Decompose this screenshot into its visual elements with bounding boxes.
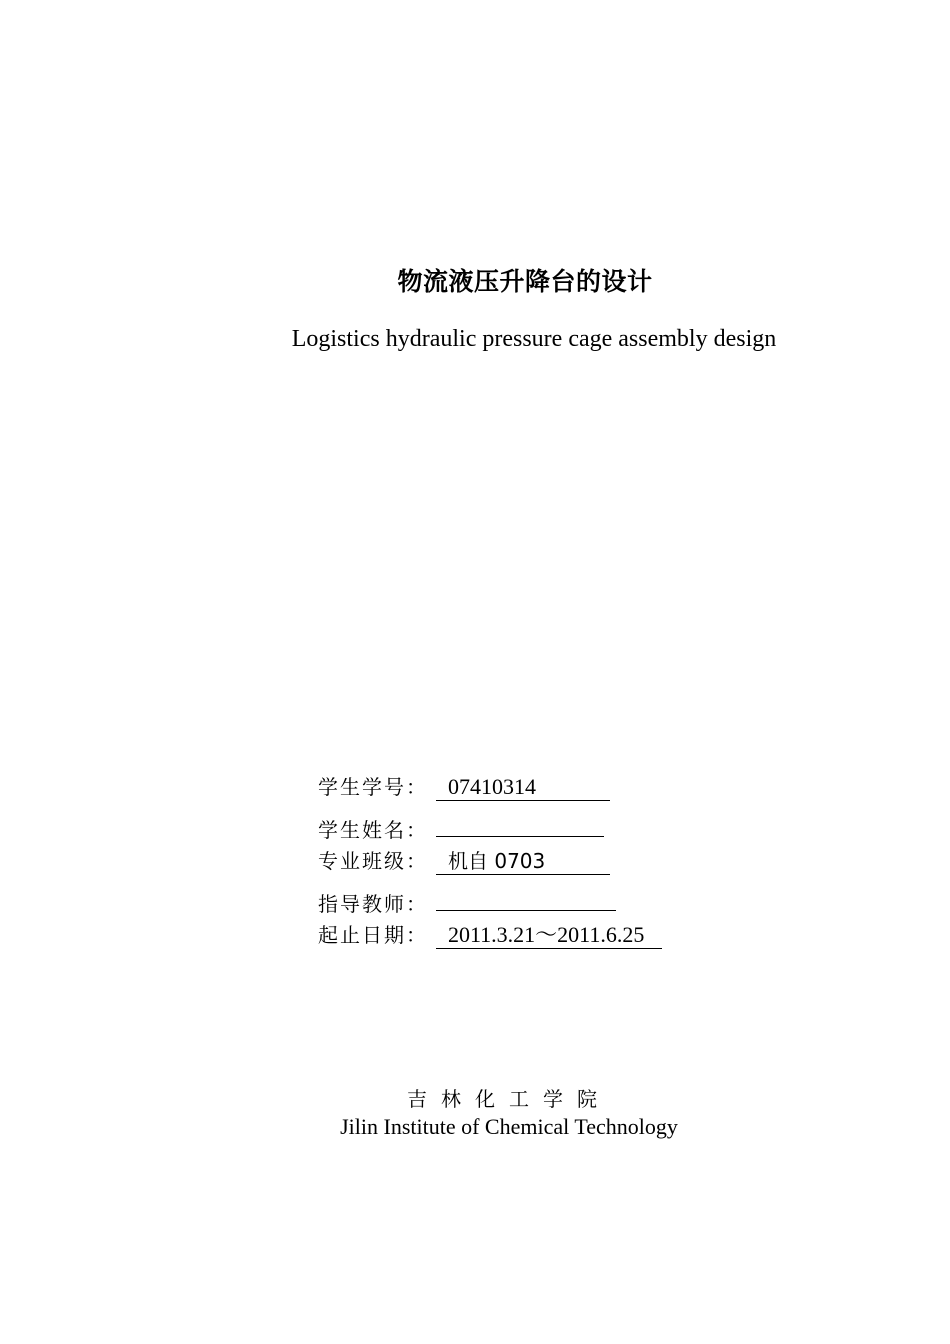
class-value [436, 848, 610, 875]
school-name-english: Jilin Institute of Chemical Technology [340, 1114, 678, 1139]
school-name-chinese: 吉林化工学院 [407, 1087, 611, 1111]
thesis-title-chinese: 物流液压升降台的设计 [397, 267, 653, 296]
date-range-value: 2011.3.21～2011.6.25 [436, 922, 662, 949]
class-label: 专业班级： [318, 849, 428, 873]
student-name-row [318, 810, 604, 840]
student-id-label: 学生学号： [318, 775, 428, 799]
student-id-row [318, 772, 610, 802]
student-name-value [436, 810, 604, 837]
advisor-value [436, 884, 616, 911]
student-id-value: 07410314 [436, 774, 610, 801]
advisor-row [318, 884, 616, 914]
student-name-label: 学生姓名： [318, 818, 428, 842]
date-range-label: 起止日期： [318, 923, 428, 947]
advisor-label: 指导教师： [318, 892, 428, 916]
thesis-title-english: Logistics hydraulic pressure cage assembly design [291, 326, 777, 352]
class-value-text: 机自 0703 [448, 849, 546, 873]
date-range-row [318, 920, 662, 950]
class-row [318, 846, 610, 876]
